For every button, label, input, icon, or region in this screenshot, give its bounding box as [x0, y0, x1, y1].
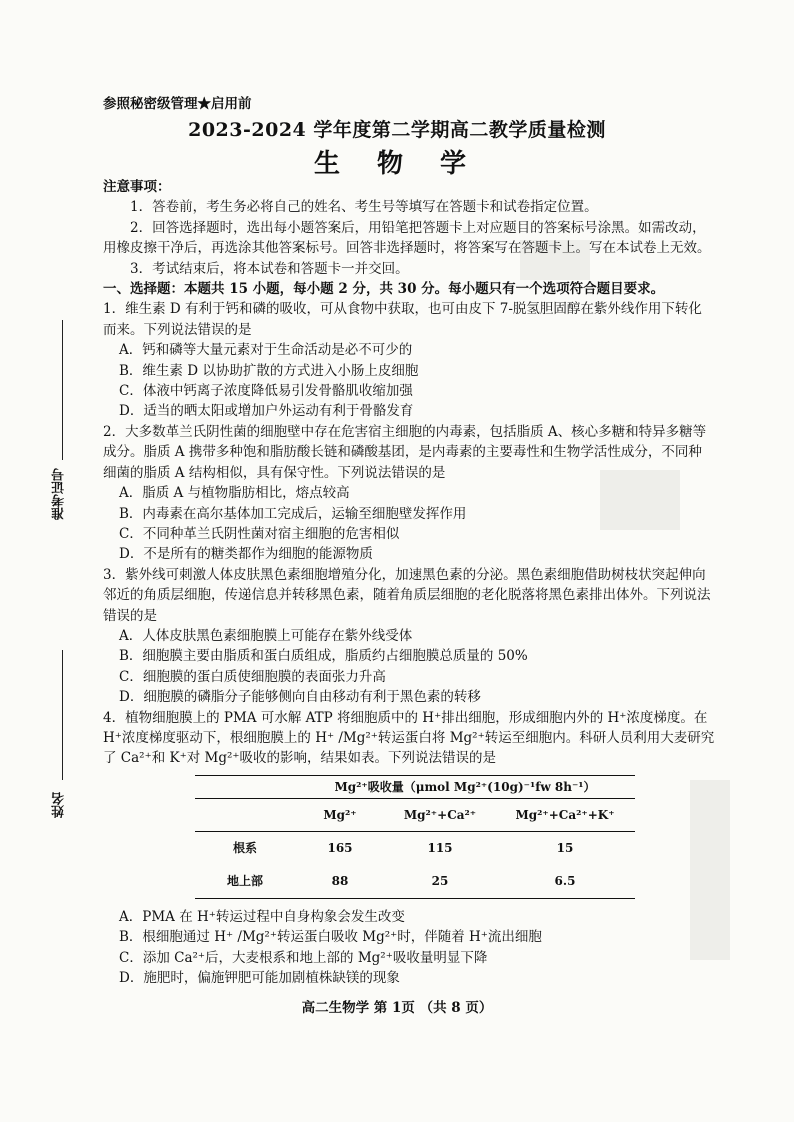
- table-row: [195, 831, 635, 865]
- option-b: B．根细胞通过 H⁺ /Mg²⁺转运蛋白吸收 Mg²⁺时，伴随着 H⁺流出细胞: [119, 929, 542, 946]
- option-a: A．钙和磷等大量元素对于生命活动是必不可少的: [119, 342, 413, 359]
- row-label: 根系: [232, 841, 257, 856]
- table-cell: 6.5: [495, 865, 635, 899]
- column-header: Mg²⁺+Ca²⁺+K⁺: [495, 798, 635, 831]
- option-d: D．不是所有的糖类都作为细胞的能源物质: [119, 546, 373, 563]
- note-item: 1．答卷前，考生务必将自己的姓名、考生号等填写在答题卡和试卷指定位置。: [130, 199, 598, 216]
- exam-id-label: 准考证号: [52, 468, 67, 520]
- name-label: 姓名: [52, 792, 67, 818]
- table-corner: [195, 775, 295, 798]
- table-cell: 88: [295, 865, 385, 899]
- option-a: A．PMA 在 H⁺转运过程中自身构象会发生改变: [119, 908, 405, 925]
- table-row: [195, 865, 635, 899]
- exam-id-line: [62, 320, 63, 460]
- question-stem: 4．植物细胞膜上的 PMA 可水解 ATP 将细胞质中的 H⁺排出细胞，形成细胞内外的 H⁺浓度梯度。在 H⁺浓度梯度驱动下，根细胞膜上的 H⁺ /Mg²⁺转运蛋白将 Mg²⁺转运至细胞内。科研人员利用大麦研究了 Ca²⁺和 K⁺对 Mg²⁺吸收的影响，结果如表。下列说法错误的是: [103, 709, 715, 767]
- option-b: B．维生素 D 以协助扩散的方式进入小肠上皮细胞: [119, 362, 419, 379]
- question-stem: 3．紫外线可刺激人体皮肤黑色素细胞增殖分化，加速黑色素的分泌。黑色素细胞借助树枝状突起伸向邻近的角质层细胞，传递信息并转移黑色素，随着角质层细胞的老化脱落将黑色素排出体外。下列说法错误的是: [103, 566, 711, 624]
- option-b: B．内毒素在高尔基体加工完成后，运输至细胞壁发挥作用: [119, 505, 467, 522]
- subject-title: 生 物 学: [313, 149, 481, 179]
- page-footer: 高二生物学 第 1页 （共 8 页）: [301, 1000, 493, 1016]
- note-item: 2．回答选择题时，选出每小题答案后，用铅笔把答题卡上对应题目的答案标号涂黑。如需改动，用橡皮擦干净后，再选涂其他答案标号。回答非选择题时，将答案写在答题卡上。写在本试卷上无效。: [103, 219, 711, 257]
- column-header: Mg²⁺: [295, 798, 385, 831]
- exam-content: [103, 177, 715, 988]
- column-header: Mg²⁺+Ca²⁺: [385, 798, 495, 831]
- table-main-header: Mg²⁺吸收量（μmol Mg²⁺(10g)⁻¹fw 8h⁻¹）: [295, 775, 635, 798]
- table-corner-2: [195, 798, 295, 831]
- question-stem: 2．大多数革兰氏阴性菌的细胞壁中存在危害宿主细胞的内毒素，包括脂质 A、核心多糖和特异多糖等成分。脂质 A 携带多种饱和脂肪酸长链和磷酸基团，是内毒素的主要毒性和生物学活性成分，不同种细菌的脂质 A 结构相似，具有保守性。下列说法错误的是: [103, 423, 707, 481]
- option-d: D．细胞膜的磷脂分子能够侧向自由移动有利于黑色素的转移: [119, 689, 481, 706]
- mg-uptake-table: [195, 775, 635, 899]
- section-heading: 一、选择题：本题共 15 小题，每小题 2 分，共 30 分。每小题只有一个选项符合题目要求。: [103, 281, 665, 298]
- row-label: 地上部: [195, 865, 295, 899]
- table-cell: 25: [385, 865, 495, 899]
- option-a: A．人体皮肤黑色素细胞膜上可能存在紫外线受体: [119, 627, 413, 644]
- notes-heading: 注意事项：: [103, 179, 171, 195]
- note-item: 3．考试结束后，将本试卷和答题卡一并交回。: [130, 260, 409, 277]
- confidential-note: 参照秘密级管理★启用前: [103, 96, 252, 112]
- option-c: C．添加 Ca²⁺后，大麦根系和地上部的 Mg²⁺吸收量明显下降: [119, 949, 488, 966]
- option-c: C．不同种革兰氏阴性菌对宿主细胞的危害相似: [119, 525, 400, 542]
- table-cell: 165: [327, 841, 353, 856]
- exam-title: 2023-2024 学年度第二学期高二教学质量检测: [188, 119, 606, 141]
- name-line: [62, 650, 63, 780]
- option-a: A．脂质 A 与植物脂肪相比，熔点较高: [119, 485, 350, 502]
- option-c: C．体液中钙离子浓度降低易引发骨骼肌收缩加强: [119, 383, 413, 400]
- question-stem: 1．维生素 D 有利于钙和磷的吸收，可从食物中获取，也可由皮下 7-脱氢胆固醇在紫外线作用下转化而来。下列说法错误的是: [103, 301, 702, 338]
- option-c: C．细胞膜的蛋白质使细胞膜的表面张力升高: [119, 668, 386, 685]
- option-d: D．适当的晒太阳或增加户外运动有利于骨骼发育: [119, 403, 414, 420]
- option-d: D．施肥时，偏施钾肥可能加剧植株缺镁的现象: [119, 970, 400, 986]
- table-cell: 15: [556, 841, 574, 856]
- table-cell: 115: [427, 841, 453, 856]
- option-b: B．细胞膜主要由脂质和蛋白质组成，脂质约占细胞膜总质量的 50%: [119, 648, 528, 665]
